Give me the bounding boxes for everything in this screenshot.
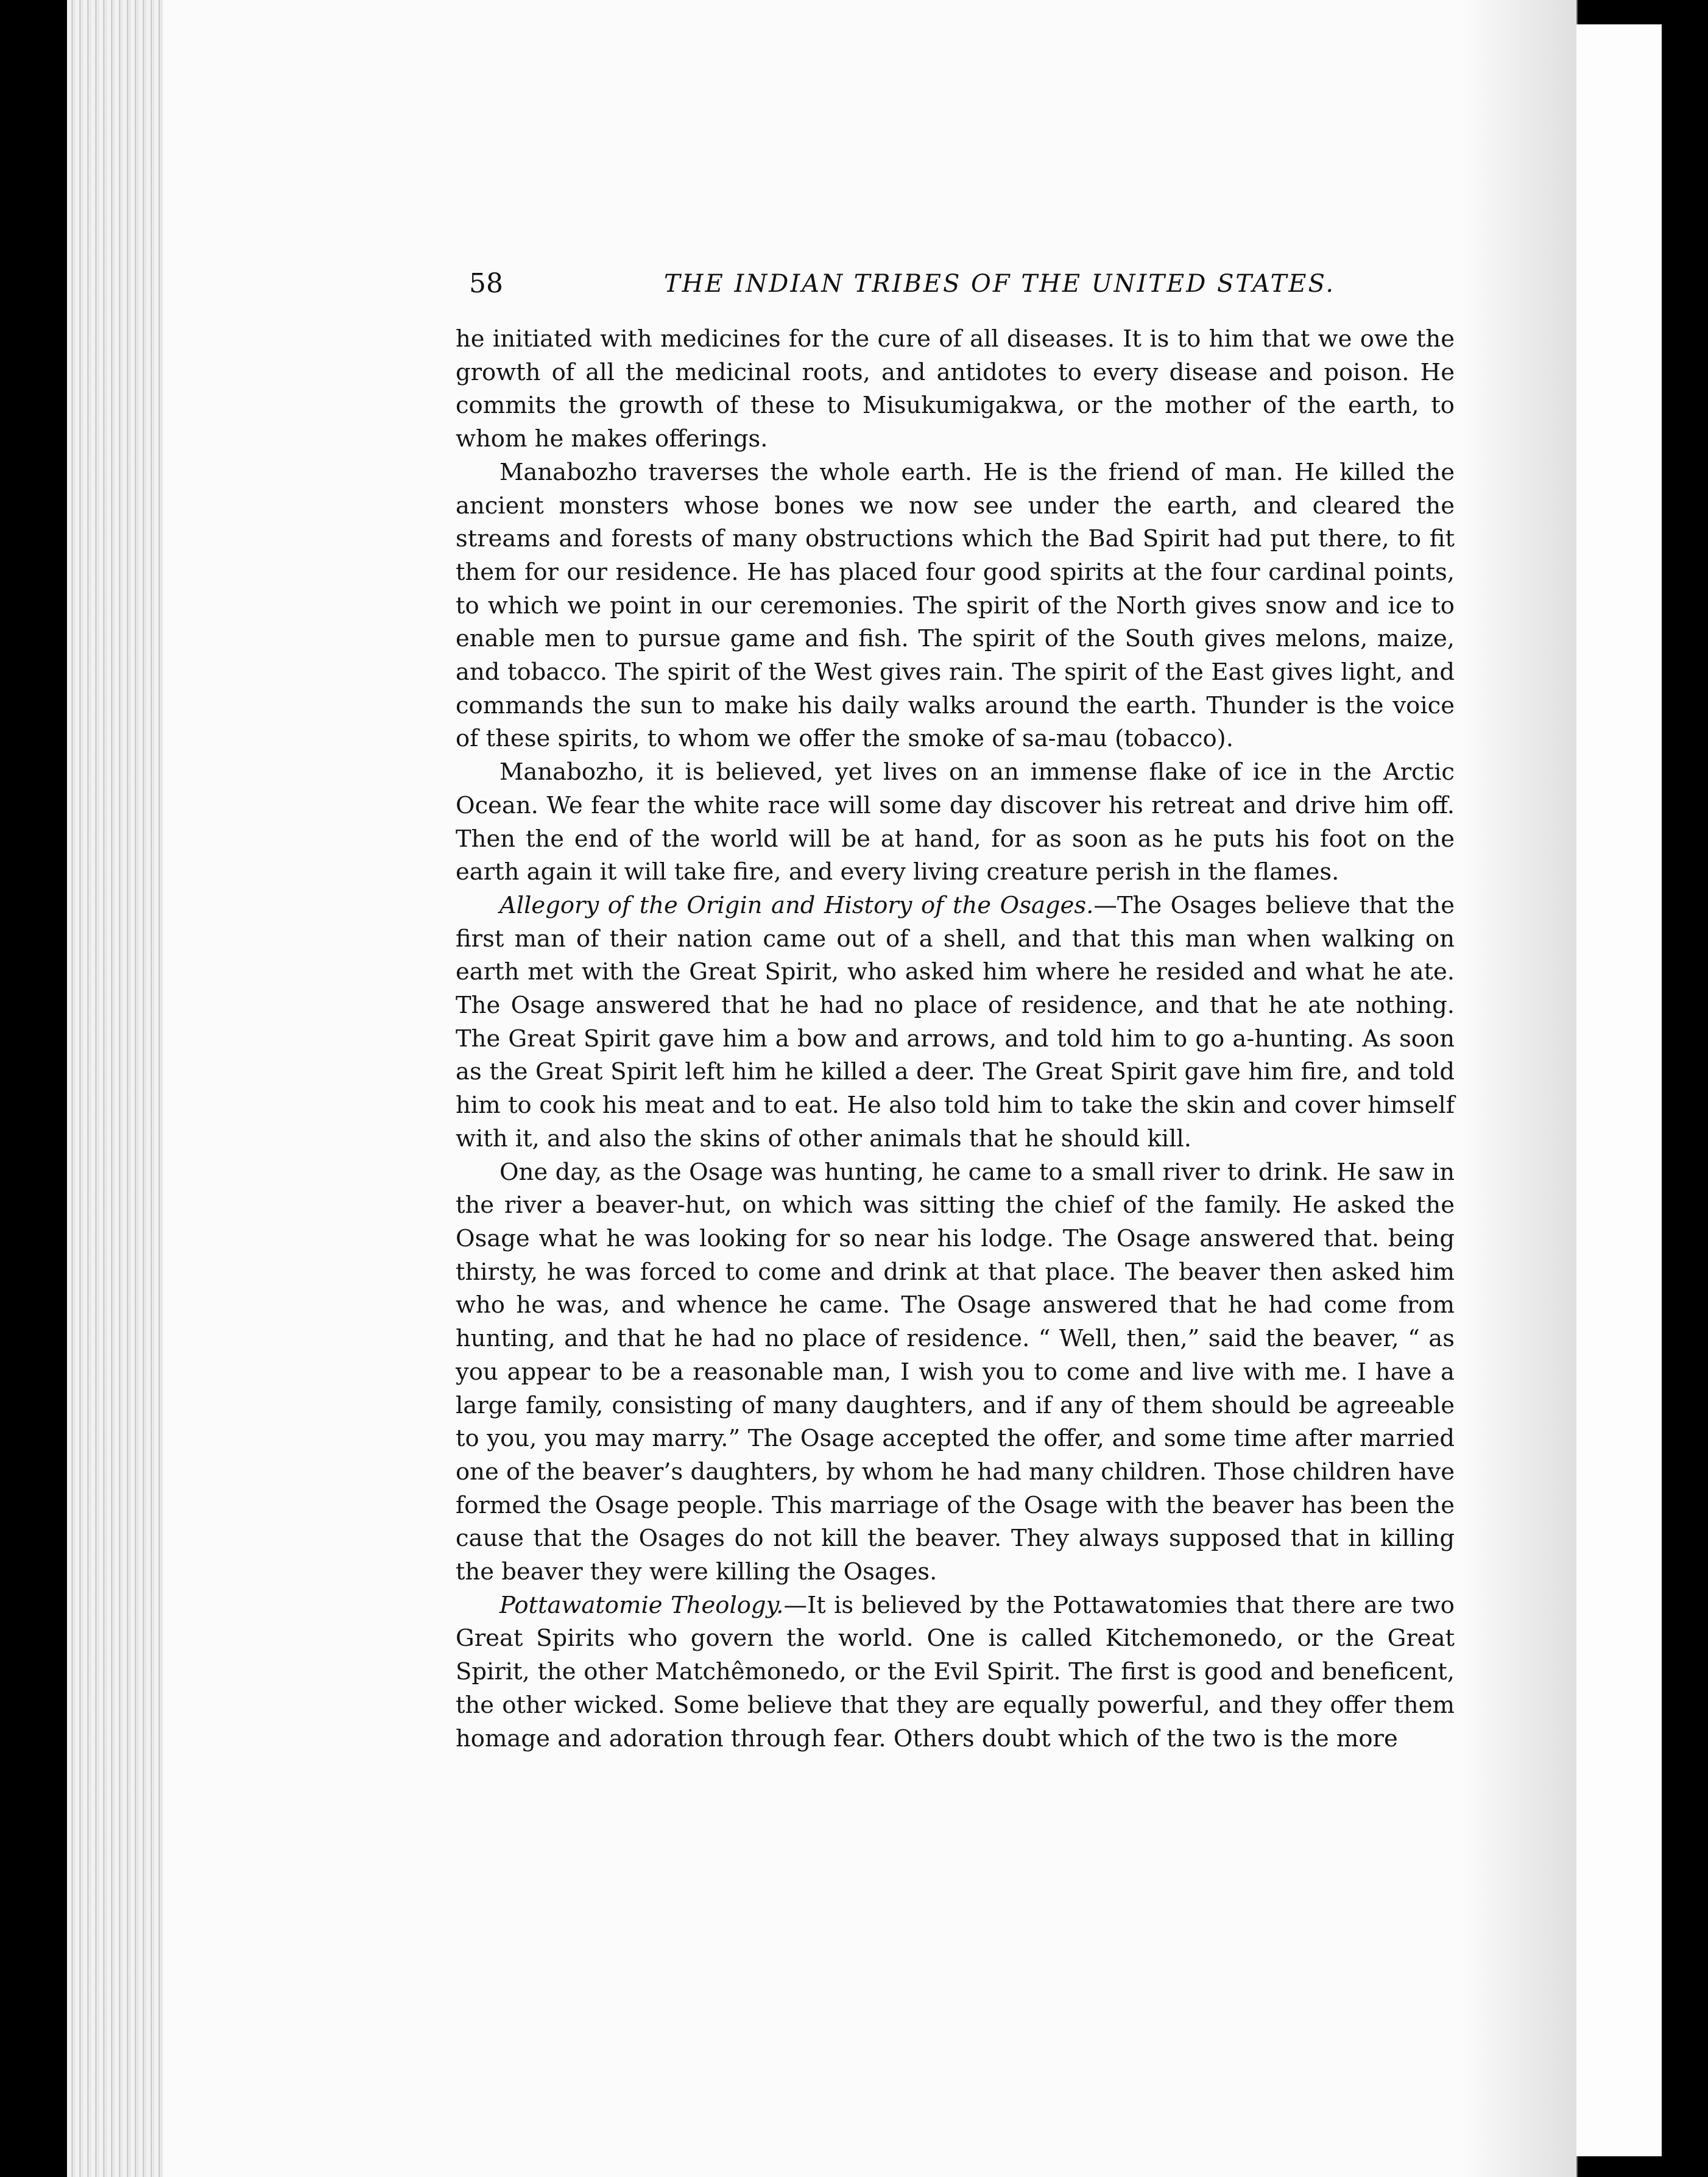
section-heading-osages: Allegory of the Origin and History of the Osages. (499, 891, 1094, 919)
paragraph-1-text: he initiated with medicines for the cure of all diseases. It is to him that we owe the growth of all the medicinal roots, and antidotes to every disease and poison. He commits the growth of these to Misukumigakwa, or the mother of the earth, to whom he makes offerings. (456, 325, 1455, 453)
facing-page-edge (1576, 24, 1662, 2156)
running-head (469, 267, 1468, 309)
page-number: 58 (469, 268, 503, 299)
paragraph-3 (456, 756, 1455, 889)
paragraph-2-text: Manabozho traverses the whole earth. He is the friend of man. He killed the ancient monsters whose bones we now see under the earth, and cleared the streams and forests of many obstructions which the Bad Spirit had put there, to fit them for our residence. He has placed four good spirits at the four cardinal points, to which we point in our ceremonies. The spirit of the North gives snow and ice to enable men to pursue game and fish. The spirit of the South gives melons, maize, and tobacco. The spirit of the West gives rain. The spirit of the East gives light, and commands the sun to make his daily walks around the earth. Thunder is the voice of these spirits, to whom we offer the smoke of sa-mau (tobacco). (456, 458, 1455, 753)
book-page-edges (67, 0, 164, 2177)
page-gutter-shadow (1462, 0, 1578, 2177)
paragraph-3-text: Manabozho, it is believed, yet lives on an immense flake of ice in the Arctic Ocean. We fear the white race will some day discover his retreat and drive him off. Then the end of the world will be at hand, for as soon as he puts his foot on the earth again it will take fire, and every living creature perish in the flames. (456, 758, 1455, 886)
paragraph-6-text: —It is believed by the Pottawatomies that there are two Great Spirits who govern the world. One is called Kitchemonedo, or the Great Spirit, the other Matchêmonedo, or the Evil Spirit. The first is good and beneficent, the other wicked. Some believe that they are equally powerful, and they offer them homage and adoration through fear. Others doubt which of the two is the more (456, 1591, 1455, 1752)
paragraph-5-text: One day, as the Osage was hunting, he came to a small river to drink. He saw in the river a beaver-hut, on which was sitting the chief of the family. He asked the Osage what he was looking for so near his lodge. The Osage answered that. being thirsty, he was forced to come and drink at that place. The beaver then asked him who he was, and whence he came. The Osage answered that he had come from hunting, and that he had no place of residence. “ Well, then,” said the beaver, “ as you appear to be a reasonable man, I wish you to come and live with me. I have a large family, consisting of many daughters, and if any of them should be agreeable to you, you may marry.” The Osage accepted the offer, and some time after married one of the beaver’s daughters, by whom he had many children. Those children have formed the Osage people. This marriage of the Osage with the beaver has been the cause that the Osages do not kill the beaver. They always supposed that in killing the beaver they were killing the Osages. (456, 1158, 1455, 1586)
paragraph-4 (456, 889, 1455, 1156)
paragraph-6 (456, 1589, 1455, 1756)
paragraph-1 (456, 323, 1455, 456)
paragraph-5 (456, 1156, 1455, 1589)
paragraph-4-text: —The Osages believe that the first man of their nation came out of a shell, and that this man when walking on earth met with the Great Spirit, who asked him where he resided and what he ate. The Osage answered that he had no place of residence, and that he ate nothing. The Great Spirit gave him a bow and arrows, and told him to go a-hunting. As soon as the Great Spirit left him he killed a deer. The Great Spirit gave him fire, and told him to cook his meat and to eat. He also told him to take the skin and cover himself with it, and also the skins of other animals that he should kill. (456, 891, 1455, 1152)
section-heading-pottawatomie: Pottawatomie Theology. (499, 1591, 784, 1619)
running-title: THE INDIAN TRIBES OF THE UNITED STATES. (664, 270, 1336, 298)
paragraph-2 (456, 456, 1455, 756)
body-text (456, 323, 1455, 1755)
